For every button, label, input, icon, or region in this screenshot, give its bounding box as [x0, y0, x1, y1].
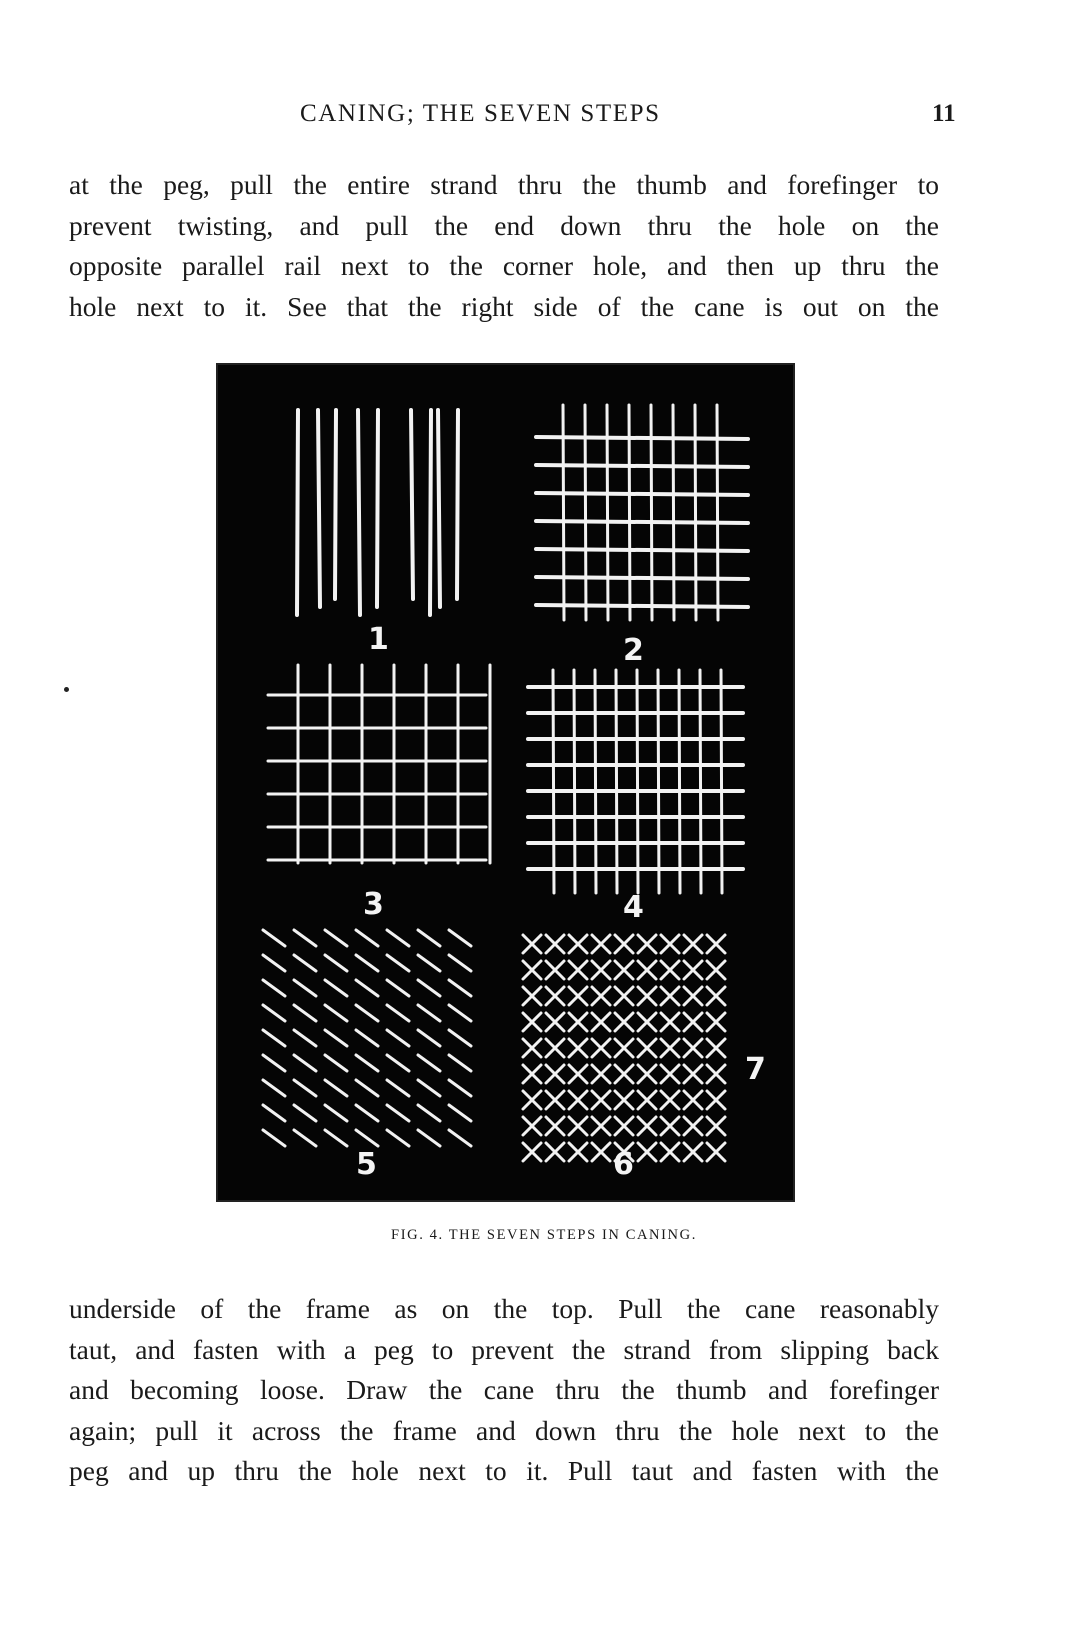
cane-strand-diagonal [418, 1055, 440, 1071]
text-line: hole next to it. See that the right side of the cane is out on the [69, 290, 939, 322]
figure-caption: FIG. 4. THE SEVEN STEPS IN CANING. [391, 1227, 697, 1243]
cane-strand-diagonal [418, 955, 440, 971]
cane-strand-diagonal [418, 1030, 440, 1046]
print-speck [64, 687, 69, 692]
cane-strand-horizontal [536, 577, 748, 579]
cane-strand-vertical [411, 410, 413, 599]
cane-strand-diagonal [387, 955, 409, 971]
step-label-6: 6 [613, 1147, 634, 1182]
cane-strand-diagonal [325, 980, 347, 996]
cane-strand-vertical [457, 410, 458, 599]
paragraph-top [69, 165, 939, 327]
running-head [0, 100, 1088, 140]
cane-strand-diagonal [356, 955, 378, 971]
step-label-4: 4 [623, 890, 644, 925]
cane-strand-vertical [553, 670, 554, 893]
cane-strand-diagonal [263, 955, 285, 971]
cane-strand-diagonal [449, 980, 471, 996]
step-label-2: 2 [623, 633, 644, 668]
cane-strand-diagonal [356, 1030, 378, 1046]
text-line: and becoming loose. Draw the cane thru the thumb and forefinger [69, 1374, 939, 1405]
page-number: 11 [932, 100, 956, 127]
cane-strand-vertical [679, 670, 680, 893]
cane-strand-diagonal [263, 1005, 285, 1021]
cane-strand-diagonal [387, 930, 409, 946]
cane-strand-vertical [595, 670, 596, 893]
cane-strand-diagonal [294, 1130, 316, 1146]
cane-strand-diagonal [294, 1080, 316, 1096]
cane-strand-diagonal [263, 1080, 285, 1096]
cane-strand-diagonal [387, 1105, 409, 1121]
cane-strand-diagonal [263, 1030, 285, 1046]
cane-strand-diagonal [263, 1105, 285, 1121]
cane-strand-diagonal [325, 955, 347, 971]
cane-strand-diagonal [325, 1030, 347, 1046]
step-label-5: 5 [356, 1147, 377, 1182]
cane-strand-diagonal [325, 1130, 347, 1146]
cane-strand-diagonal [325, 1080, 347, 1096]
cane-strand-diagonal [449, 1130, 471, 1146]
cane-strand-diagonal [263, 1055, 285, 1071]
cane-strand-diagonal [325, 1105, 347, 1121]
cane-strand-vertical [358, 410, 360, 615]
cane-strand-diagonal [356, 930, 378, 946]
cane-strand-vertical [616, 670, 617, 893]
cane-strand-diagonal [387, 1055, 409, 1071]
text-line: underside of the frame as on the top. Pull the cane reasonably [69, 1293, 939, 1324]
cane-strand-vertical [438, 410, 440, 607]
cane-strand-diagonal [356, 1005, 378, 1021]
cane-strand-vertical [658, 670, 659, 893]
cane-strand-diagonal [294, 955, 316, 971]
cane-strand-diagonal [356, 1055, 378, 1071]
text-line: at the peg, pull the entire strand thru the thumb and forefinger to [69, 169, 939, 200]
cane-strand-diagonal [387, 1130, 409, 1146]
cane-strand-diagonal [356, 1105, 378, 1121]
text-line: taut, and fasten with a peg to prevent the strand from slipping back [69, 1333, 939, 1365]
cane-strand-vertical [574, 670, 575, 893]
text-line: again; pull it across the frame and down thru the hole next to the [69, 1414, 939, 1446]
caning-steps-illustration [218, 365, 793, 1200]
cane-strand-vertical [297, 410, 298, 615]
text-line: prevent twisting, and pull the end down thru the hole on the [69, 209, 939, 241]
cane-strand-diagonal [263, 980, 285, 996]
cane-strand-diagonal [449, 1055, 471, 1071]
cane-strand-diagonal [418, 1105, 440, 1121]
cane-strand-diagonal [356, 1130, 378, 1146]
cane-strand-diagonal [387, 1080, 409, 1096]
cane-strand-diagonal [263, 1130, 285, 1146]
text-line: peg and up thru the hole next to it. Pull taut and fasten with the [69, 1455, 939, 1486]
cane-strand-diagonal [387, 1005, 409, 1021]
figure-caning-steps [216, 363, 795, 1202]
cane-strand-diagonal [449, 955, 471, 971]
text-line: opposite parallel rail next to the corner hole, and then up thru the [69, 250, 939, 281]
cane-strand-horizontal [536, 549, 748, 551]
cane-strand-diagonal [418, 980, 440, 996]
cane-strand-diagonal [418, 930, 440, 946]
cane-strand-diagonal [449, 1005, 471, 1021]
cane-strand-vertical [318, 410, 320, 607]
cane-strand-diagonal [418, 1080, 440, 1096]
step-label-7: 7 [745, 1052, 766, 1087]
step-label-1: 1 [368, 622, 389, 657]
cane-strand-diagonal [449, 930, 471, 946]
cane-strand-diagonal [325, 930, 347, 946]
cane-strand-diagonal [418, 1130, 440, 1146]
cane-strand-diagonal [356, 980, 378, 996]
cane-strand-vertical [377, 410, 378, 607]
cane-strand-diagonal [294, 930, 316, 946]
cane-strand-diagonal [449, 1080, 471, 1096]
cane-strand-vertical [430, 410, 431, 615]
cane-strand-horizontal [536, 605, 748, 607]
cane-strand-horizontal [536, 437, 748, 439]
cane-strand-diagonal [325, 1005, 347, 1021]
cane-strand-diagonal [294, 1005, 316, 1021]
cane-strand-diagonal [418, 1005, 440, 1021]
cane-strand-diagonal [387, 980, 409, 996]
paragraph-bottom [69, 1289, 939, 1492]
cane-strand-diagonal [294, 1105, 316, 1121]
step-label-3: 3 [363, 887, 384, 922]
cane-strand-diagonal [387, 1030, 409, 1046]
cane-strand-diagonal [325, 1055, 347, 1071]
cane-strand-diagonal [449, 1030, 471, 1046]
cane-strand-diagonal [294, 1055, 316, 1071]
cane-strand-horizontal [536, 465, 748, 467]
cane-strand-diagonal [294, 1030, 316, 1046]
cane-strand-vertical [335, 410, 336, 599]
cane-strand-vertical [721, 670, 722, 893]
running-head-title: CANING; THE SEVEN STEPS [300, 100, 661, 127]
cane-strand-diagonal [294, 980, 316, 996]
cane-strand-horizontal [536, 493, 748, 495]
cane-strand-horizontal [536, 521, 748, 523]
cane-strand-diagonal [263, 930, 285, 946]
cane-strand-diagonal [449, 1105, 471, 1121]
cane-strand-diagonal [356, 1080, 378, 1096]
cane-strand-vertical [637, 670, 638, 893]
cane-strand-vertical [700, 670, 701, 893]
